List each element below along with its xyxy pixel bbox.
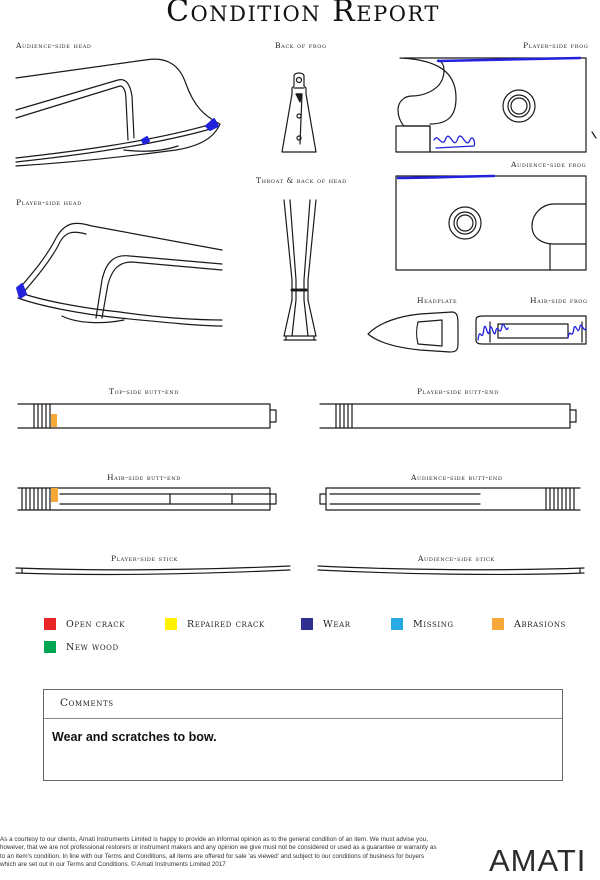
label-throat-back-of-head: Throat & back of head: [256, 176, 347, 185]
label-player-side-butt-end: Player-side butt-end: [417, 387, 499, 396]
label-top-side-butt-end: Top-side butt-end: [109, 387, 179, 396]
label-audience-side-head: Audience-side head: [16, 41, 92, 50]
player-side-head-drawing: [18, 223, 222, 326]
player-side-frog-drawing: [396, 58, 596, 152]
legend-swatch: [44, 641, 56, 653]
comments-box: [43, 689, 563, 781]
label-player-side-frog: Player-side frog: [523, 41, 589, 50]
label-hair-side-butt-end: Hair-side butt-end: [107, 473, 181, 482]
label-back-of-frog: Back of frog: [275, 41, 327, 50]
disclaimer-text: As a courtesy to our clients, Amati Instruments Limited is happy to provide an informal opinion as to the general condition of an item. We must advise you, however, that we are not professional restorers or instrument makers and any opinion we give must not be considered or used as a guarantee or warranty as to an item's condition. In line with our Terms and Conditions, all items are offered for sale 'as viewed' and subject to our conditions of business for buyers which are set out in our Terms and Conditions. © Amati Instruments Limited 2017: [0, 836, 437, 868]
legend-label: Repaired crack: [187, 618, 265, 630]
legend-item-repaired-crack: [165, 618, 265, 630]
wear-mark-audience-head-2: [206, 119, 218, 130]
throat-back-of-head-drawing: [284, 200, 316, 340]
abrasion-mark-hair-butt: [51, 488, 58, 502]
label-headplate: Headplate: [417, 296, 458, 305]
abrasion-mark-top-butt: [51, 414, 57, 427]
audience-side-frog-drawing: [396, 176, 586, 270]
audience-side-stick-drawing: [318, 566, 584, 574]
legend-swatch: [165, 618, 177, 630]
audience-side-head-drawing: [16, 59, 220, 166]
wear-mark-player-head: [17, 284, 26, 298]
page-title: Condition Report: [166, 0, 440, 29]
back-of-frog-marker: [296, 94, 302, 102]
legend-swatch: [44, 618, 56, 630]
player-side-stick-drawing: [16, 566, 290, 574]
legend-item-open-crack: [44, 618, 125, 630]
comments-heading: Comments: [44, 690, 562, 719]
legend-label: Missing: [413, 618, 454, 630]
label-player-side-stick: Player-side stick: [111, 554, 178, 563]
legend-label: Wear: [323, 618, 351, 630]
wear-mark-player-frog-scribble: [434, 136, 475, 148]
legend-item-new-wood: [44, 641, 119, 653]
legend-swatch: [492, 618, 504, 630]
label-audience-side-butt-end: Audience-side butt-end: [411, 473, 503, 482]
audience-side-butt-end-drawing: [320, 488, 580, 510]
legend-swatch: [301, 618, 313, 630]
legend-item-missing: [391, 618, 454, 630]
label-player-side-head: Player-side head: [16, 198, 82, 207]
player-side-butt-end-drawing: [320, 404, 576, 428]
legend-label: New wood: [66, 641, 119, 653]
headplate-drawing: [368, 312, 458, 352]
legend-item-wear: [301, 618, 351, 630]
back-of-frog-drawing: [282, 73, 316, 152]
legend-label: Abrasions: [514, 618, 566, 630]
label-audience-side-stick: Audience-side stick: [418, 554, 495, 563]
wear-mark-hair-frog-right: [568, 325, 586, 338]
comments-text: Wear and scratches to bow.: [52, 730, 217, 744]
amati-logo: AMATI: [489, 843, 587, 878]
legend-label: Open crack: [66, 618, 126, 630]
label-hair-side-frog: Hair-side frog: [530, 296, 588, 305]
legend-item-abrasions: [492, 618, 566, 630]
legend-swatch: [391, 618, 403, 630]
label-audience-side-frog: Audience-side frog: [511, 160, 587, 169]
